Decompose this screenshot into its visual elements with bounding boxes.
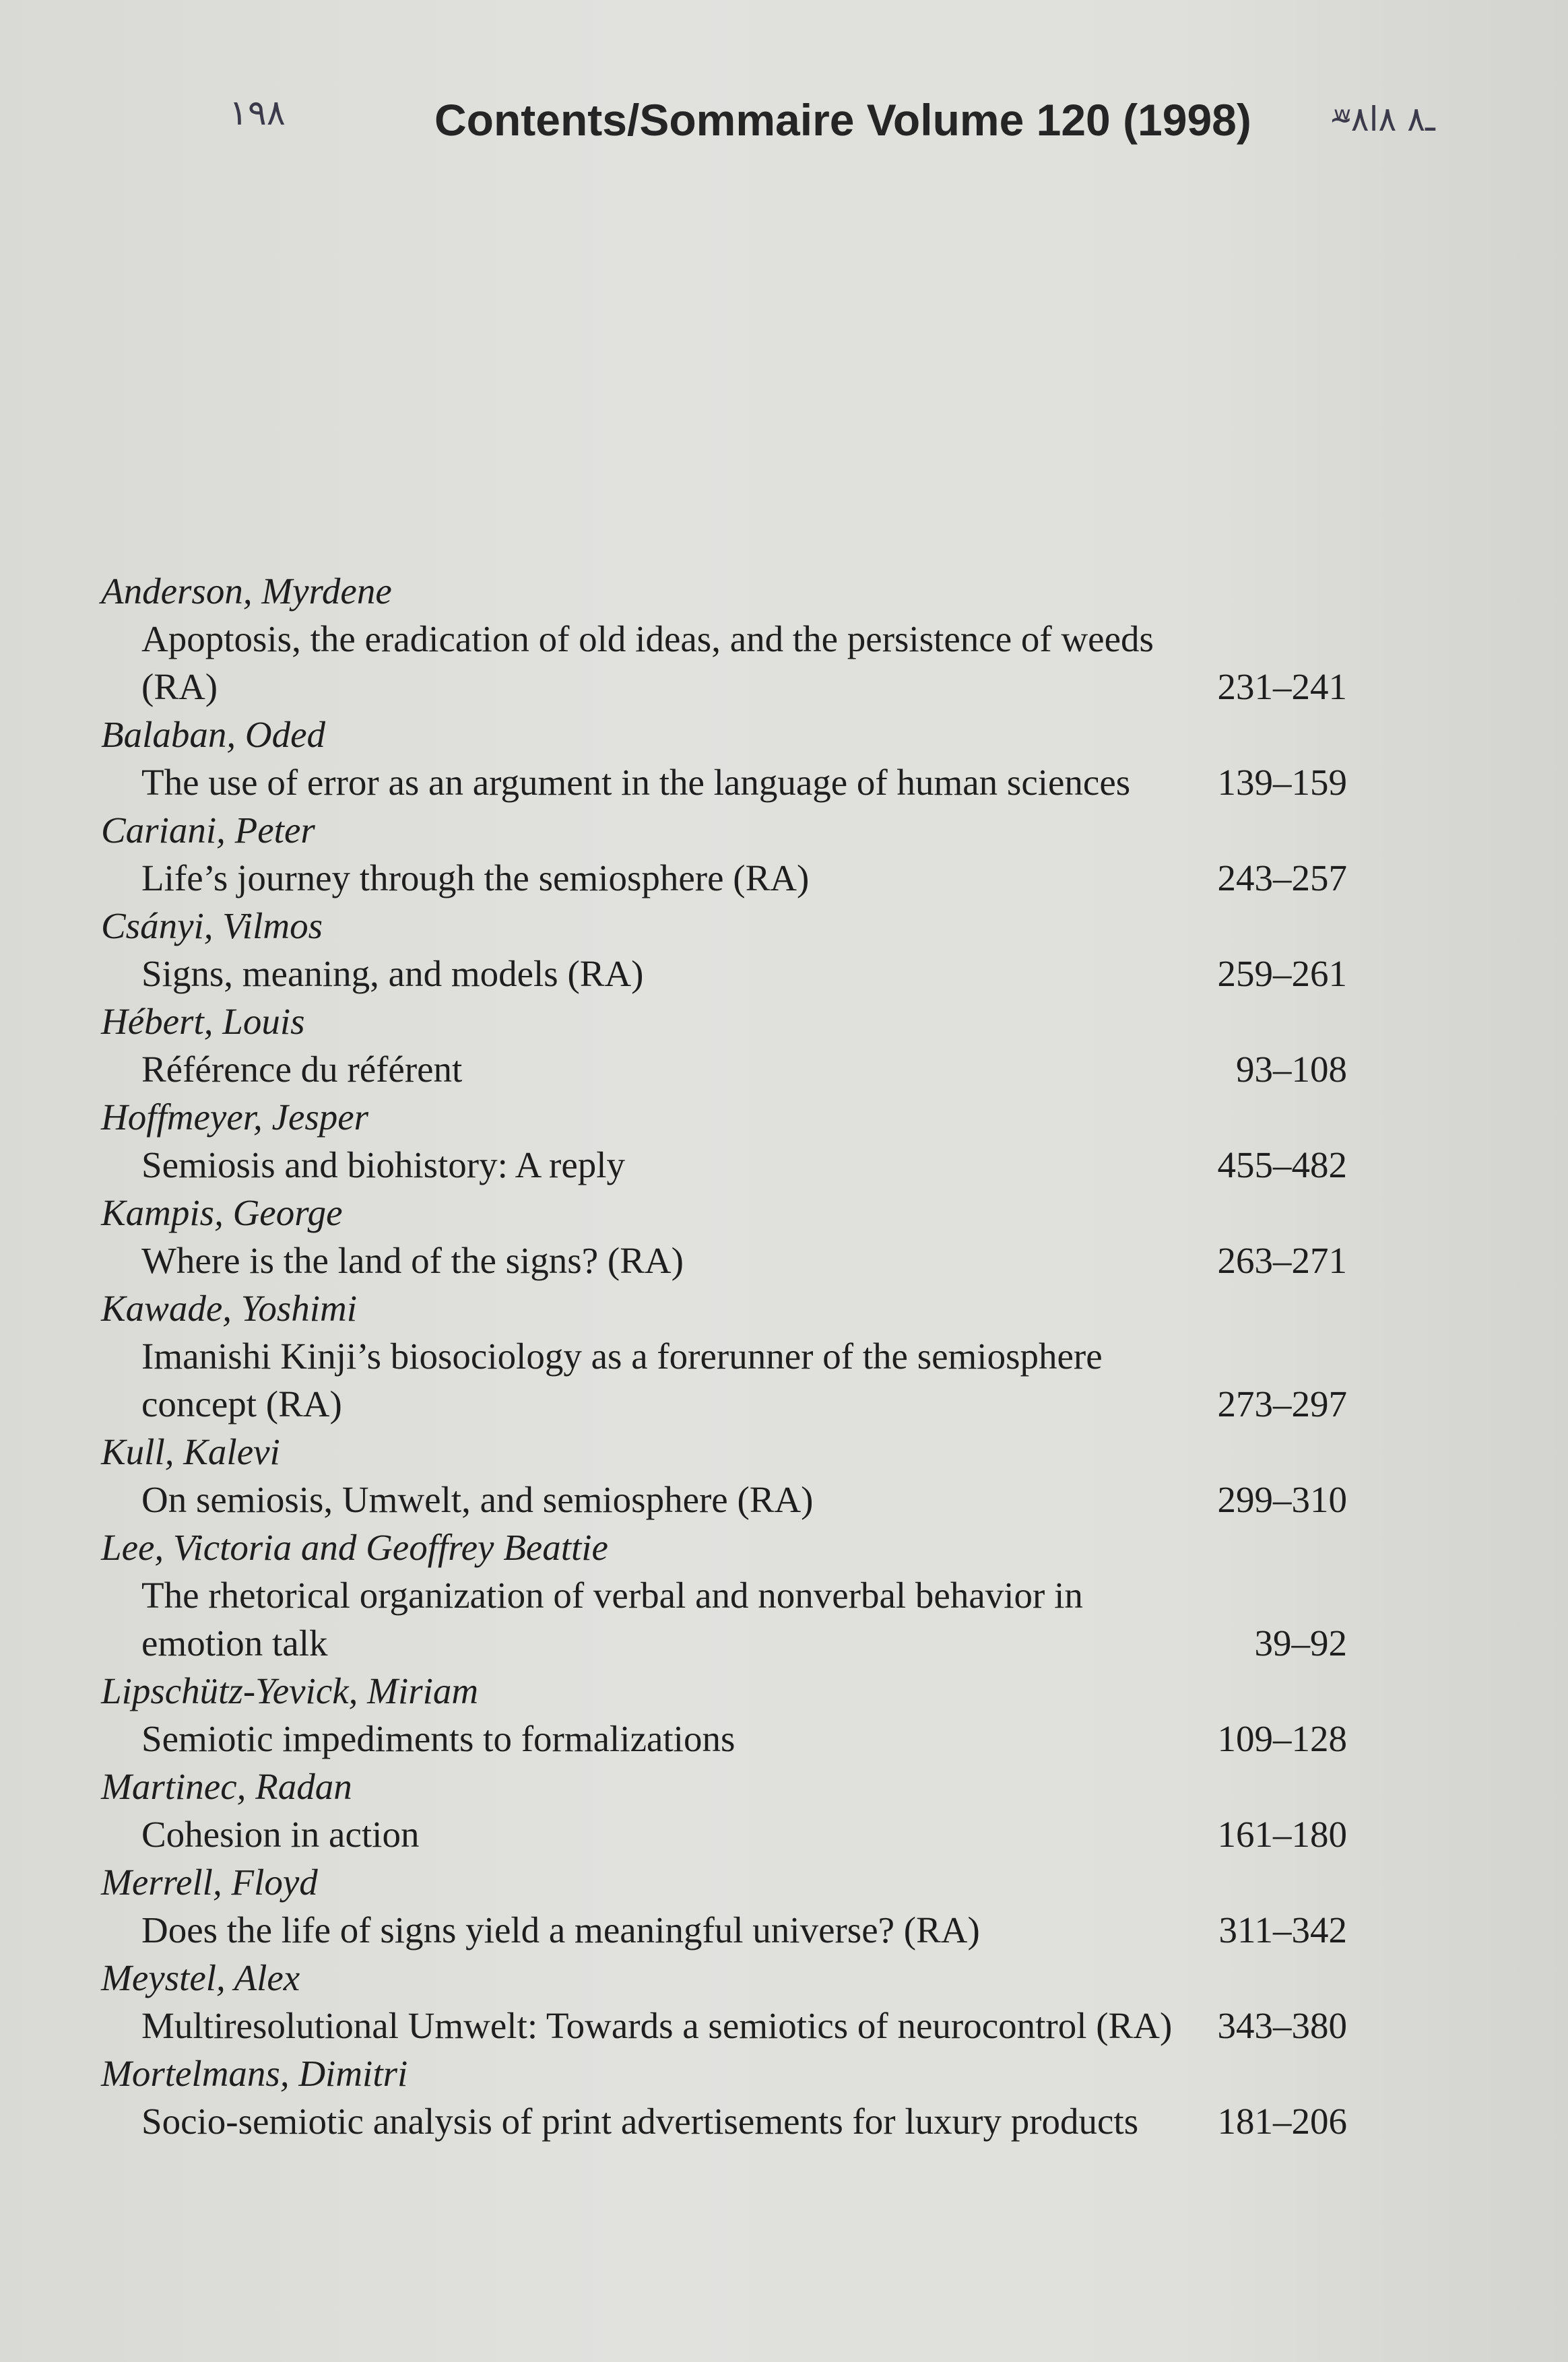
entry-article	[101, 1906, 1347, 1954]
entry-pages: 455–482	[1217, 1144, 1347, 1185]
entry-author: Kampis, George	[101, 1192, 343, 1233]
toc-entry	[101, 902, 1347, 997]
entry-article	[101, 758, 1347, 806]
entry-title: The use of error as an argument in the language of human sciences	[141, 762, 1131, 803]
entry-pages: 161–180	[1217, 1814, 1347, 1855]
entry-article	[101, 1237, 1347, 1284]
toc-entry	[101, 806, 1347, 902]
entry-pages: 231–241	[1217, 666, 1347, 707]
entry-title: Référence du référent	[141, 1049, 463, 1090]
entry-article	[101, 1045, 1347, 1093]
entry-article	[101, 1332, 1347, 1428]
handwritten-mark-right: ʷ̴۸ـ۸ ۸ا	[1334, 100, 1435, 139]
entry-title: Imanishi Kinji’s biosociology as a forerunner of the semiosphere concept (RA)	[141, 1336, 1103, 1424]
toc-entry	[101, 2049, 1347, 2145]
entry-title: Life’s journey through the semiosphere (RA)	[141, 857, 810, 898]
entry-pages: 263–271	[1217, 1240, 1347, 1281]
entry-author: Martinec, Radan	[101, 1766, 352, 1807]
entry-article	[101, 1571, 1347, 1667]
entry-pages: 311–342	[1218, 1909, 1347, 1950]
entry-author: Csányi, Vilmos	[101, 905, 323, 946]
entry-article	[101, 1810, 1347, 1858]
toc-entry	[101, 997, 1347, 1093]
entry-title: Socio-semiotic analysis of print advertisements for luxury products	[141, 2101, 1139, 2142]
entry-author: Anderson, Myrdene	[101, 570, 392, 612]
entry-author: Hébert, Louis	[101, 1001, 305, 1042]
toc-entry	[101, 1428, 1347, 1523]
toc-entry	[101, 1667, 1347, 1763]
entry-pages: 139–159	[1217, 762, 1347, 803]
entry-pages: 243–257	[1217, 857, 1347, 898]
entry-title: Apoptosis, the eradication of old ideas, and the persistence of weeds (RA)	[141, 618, 1154, 707]
entry-title: Signs, meaning, and models (RA)	[141, 953, 644, 994]
toc-entry	[101, 567, 1347, 711]
entry-pages: 343–380	[1217, 2005, 1347, 2046]
entry-pages: 299–310	[1217, 1479, 1347, 1520]
handwritten-mark-left: ۱۹۸	[229, 93, 286, 133]
toc-entry	[101, 1284, 1347, 1428]
entry-title: Cohesion in action	[141, 1814, 420, 1855]
entry-author: Kull, Kalevi	[101, 1431, 280, 1472]
entry-article	[101, 2097, 1347, 2145]
toc-entry	[101, 1954, 1347, 2049]
entry-title: Semiotic impediments to formalizations	[141, 1718, 736, 1759]
entry-pages: 259–261	[1217, 953, 1347, 994]
entry-article	[101, 1715, 1347, 1763]
entry-author: Meystel, Alex	[101, 1957, 300, 1998]
page-title: Contents/Sommaire Volume 120 (1998)	[434, 95, 1251, 145]
entry-pages: 93–108	[1236, 1049, 1347, 1090]
entry-article	[101, 950, 1347, 997]
entry-title: Multiresolutional Umwelt: Towards a semiotics of neurocontrol (RA)	[141, 2005, 1173, 2046]
table-of-contents	[101, 567, 1347, 2145]
entry-author: Merrell, Floyd	[101, 1862, 318, 1903]
toc-entry	[101, 1093, 1347, 1189]
entry-author: Kawade, Yoshimi	[101, 1288, 358, 1329]
toc-entry	[101, 711, 1347, 806]
toc-entry	[101, 1763, 1347, 1858]
entry-author: Balaban, Oded	[101, 714, 326, 755]
toc-entry	[101, 1189, 1347, 1284]
entry-author: Mortelmans, Dimitri	[101, 2053, 408, 2094]
entry-author: Lipschütz-Yevick, Miriam	[101, 1670, 479, 1711]
entry-pages: 181–206	[1217, 2101, 1347, 2142]
entry-author: Hoffmeyer, Jesper	[101, 1096, 369, 1138]
entry-article	[101, 2002, 1347, 2049]
entry-author: Cariani, Peter	[101, 810, 315, 851]
entry-title: On semiosis, Umwelt, and semiosphere (RA)	[141, 1479, 814, 1520]
entry-article	[101, 854, 1347, 902]
entry-title: The rhetorical organization of verbal and nonverbal behavior in emotion talk	[141, 1575, 1083, 1664]
entry-title: Semiosis and biohistory: A reply	[141, 1144, 626, 1185]
entry-pages: 39–92	[1254, 1622, 1347, 1664]
page-header	[229, 88, 1509, 162]
toc-entry	[101, 1858, 1347, 1954]
entry-article	[101, 615, 1347, 711]
entry-title: Does the life of signs yield a meaningful universe? (RA)	[141, 1909, 980, 1950]
entry-pages: 109–128	[1217, 1718, 1347, 1759]
entry-article	[101, 1476, 1347, 1523]
entry-pages: 273–297	[1217, 1383, 1347, 1424]
entry-article	[101, 1141, 1347, 1189]
toc-entry	[101, 1523, 1347, 1667]
entry-title: Where is the land of the signs? (RA)	[141, 1240, 684, 1281]
entry-author: Lee, Victoria and Geoffrey Beattie	[101, 1527, 608, 1568]
